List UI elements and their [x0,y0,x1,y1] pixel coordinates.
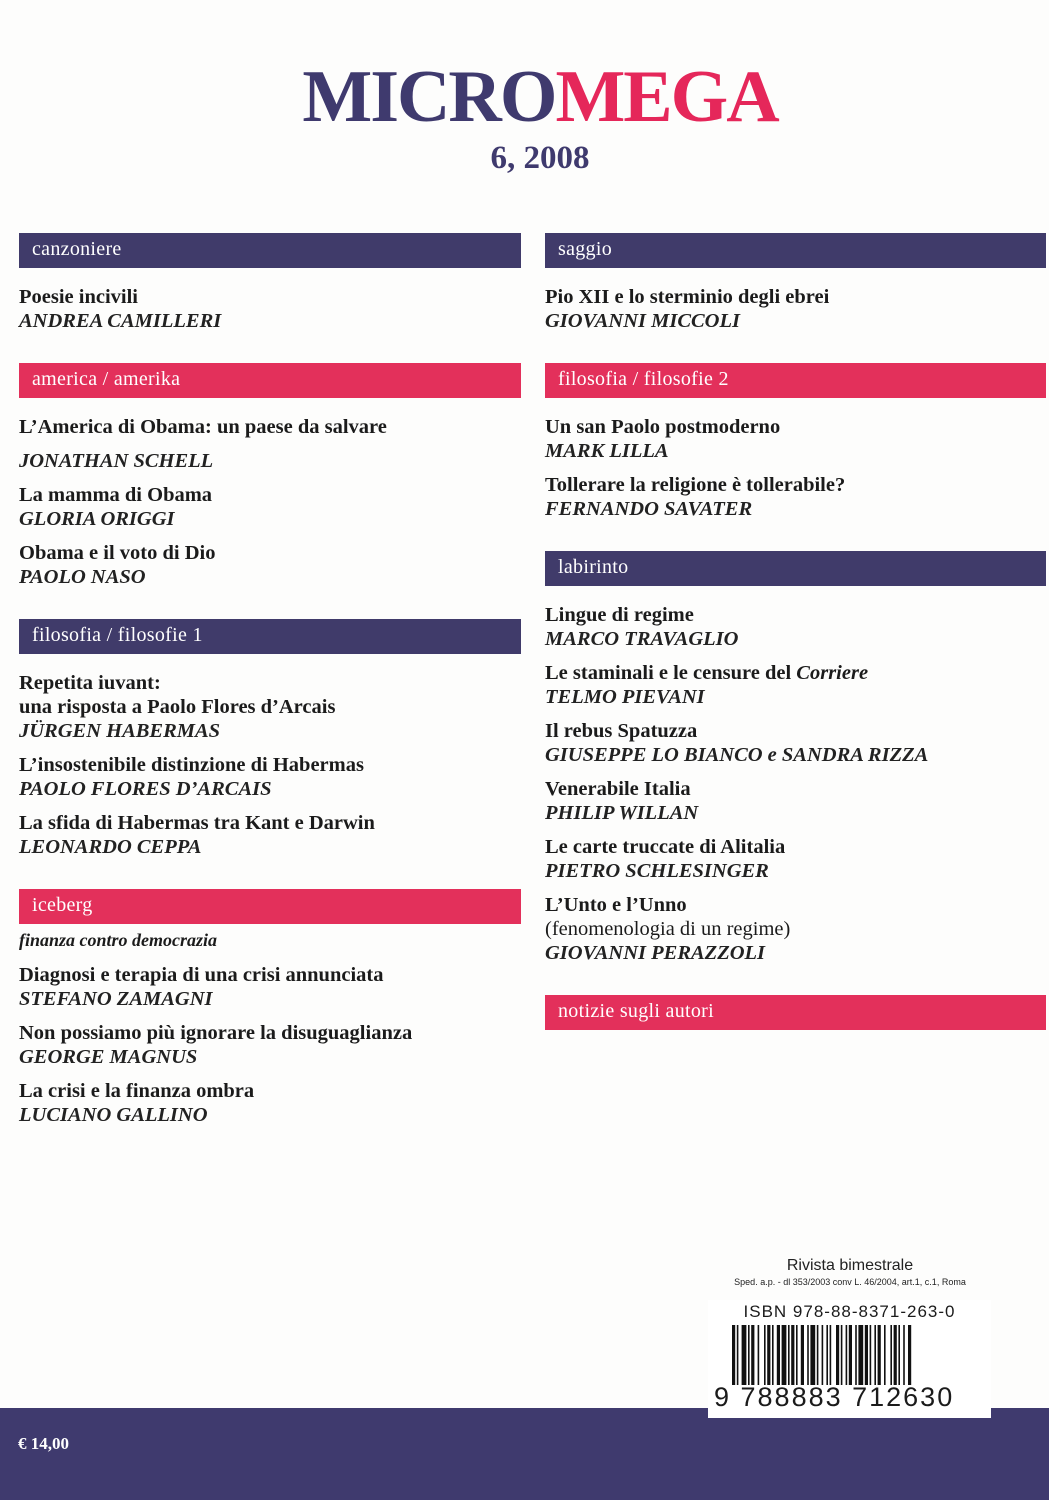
article-title: L’America di Obama: un paese da salvare [19,416,387,438]
toc-entry [545,285,1046,333]
toc-entry [19,483,521,531]
toc-entry [545,893,1046,965]
section-header-saggio: saggio [545,233,1046,268]
article-author: GEORGE MAGNUS [19,1046,198,1068]
article-title: La sfida di Habermas tra Kant e Darwin [19,812,375,834]
section-header-iceberg: iceberg [19,889,521,924]
article-title-line2: una risposta a Paolo Flores d’Arcais [19,696,336,718]
toc-entry [545,777,1046,825]
section-header-labirinto: labirinto [545,551,1046,586]
toc-entry [19,285,521,333]
issue-number: 6, 2008 [490,140,590,176]
article-author: ANDREA CAMILLERI [19,310,222,332]
section-labirinto [545,551,1046,965]
article-title-italic: Corriere [796,662,869,684]
article-title: Tollerare la religione è tollerabile? [545,474,846,496]
article-author: PAOLO NASO [19,566,146,588]
publication-info [700,1257,1000,1287]
article-author: PIETRO SCHLESINGER [545,860,769,882]
toc-entry [545,719,1046,767]
publication-frequency: Rivista bimestrale [786,1257,914,1274]
article-author: GIUSEPPE LO BIANCO e SANDRA RIZZA [545,744,929,766]
article-author: FERNANDO SAVATER [545,498,753,520]
magazine-logo [0,56,1049,138]
masthead [0,56,1049,177]
toc-entry [19,1079,521,1127]
article-author: JONATHAN SCHELL [19,450,214,472]
article-author: JÜRGEN HABERMAS [19,720,221,742]
article-title: Venerabile Italia [545,778,691,800]
article-author: GLORIA ORIGGI [19,508,175,530]
section-header-filosofia-2: filosofia / filosofie 2 [545,363,1046,398]
article-title: Pio XII e lo sterminio degli ebrei [545,286,830,308]
article-title: Diagnosi e terapia di una crisi annunciata [19,964,384,986]
toc-entry [545,661,1046,709]
article-title: Obama e il voto di Dio [19,542,216,564]
section-america [19,363,521,589]
logo-micro: MICRO [302,56,556,138]
isbn-label: ISBN 978-88-8371-263-0 [743,1302,956,1321]
article-title: Il rebus Spatuzza [545,720,698,742]
barcode-icon [732,1325,982,1385]
article-author: MARCO TRAVAGLIO [545,628,739,650]
logo-mega: MEGA [555,56,778,138]
left-column [19,233,521,1157]
article-author: PHILIP WILLAN [545,802,699,824]
toc-entry [19,753,521,801]
article-title-plain: Le staminali e le censure del [545,662,797,684]
postal-legal-note: Sped. a.p. - dl 353/2003 conv L. 46/2004, art.1, c.1, Roma [734,1277,966,1287]
article-title [545,661,1046,685]
article-title: La mamma di Obama [19,484,213,506]
section-header-notizie: notizie sugli autori [545,995,1046,1030]
section-filosofia-2 [545,363,1046,521]
article-author: LUCIANO GALLINO [19,1104,208,1126]
article-author: GIOVANNI PERAZZOLI [545,942,766,964]
article-title: Poesie incivili [19,286,138,308]
article-author: TELMO PIEVANI [545,686,705,708]
article-title-line1: Repetita iuvant: [19,672,161,694]
section-notizie [545,995,1046,1030]
toc-entry [545,473,1046,521]
right-column [545,233,1046,1060]
article-title-line2: (fenomenologia di un regime) [545,918,791,940]
toc-entry [545,603,1046,651]
article-title: Non possiamo più ignorare la disuguaglianza [19,1022,413,1044]
section-iceberg [19,889,521,1127]
section-header-america: america / amerika [19,363,521,398]
toc-entry [19,415,521,473]
toc-entry [545,835,1046,883]
article-author: LEONARDO CEPPA [19,836,202,858]
barcode-digits: 9 788883 712630 [714,1382,955,1412]
toc-entry [19,541,521,589]
article-title: Lingue di regime [545,604,694,626]
article-title: L’insostenibile distinzione di Habermas [19,754,364,776]
toc-entry [545,415,1046,463]
article-title-line1: L’Unto e l’Unno [545,894,687,916]
section-saggio [545,233,1046,333]
toc-entry [19,811,521,859]
section-header-filosofia-1: filosofia / filosofie 1 [19,619,521,654]
article-title: La crisi e la finanza ombra [19,1080,255,1102]
toc-entry [19,671,521,743]
section-subtitle: finanza contro democrazia [19,930,218,950]
section-canzoniere [19,233,521,333]
article-author: STEFANO ZAMAGNI [19,988,213,1010]
article-author: MARK LILLA [545,440,669,462]
toc-entry [19,1021,521,1069]
bottom-band [0,1408,1049,1500]
section-filosofia-1 [19,619,521,859]
article-title: Le carte truccate di Alitalia [545,836,786,858]
article-author: PAOLO FLORES D’ARCAIS [19,778,272,800]
article-author: GIOVANNI MICCOLI [545,310,740,332]
section-header-canzoniere: canzoniere [19,233,521,268]
barcode-block [708,1300,991,1418]
toc-entry [19,963,521,1011]
price-label: € 14,00 [18,1434,69,1453]
article-title: Un san Paolo postmoderno [545,416,781,438]
